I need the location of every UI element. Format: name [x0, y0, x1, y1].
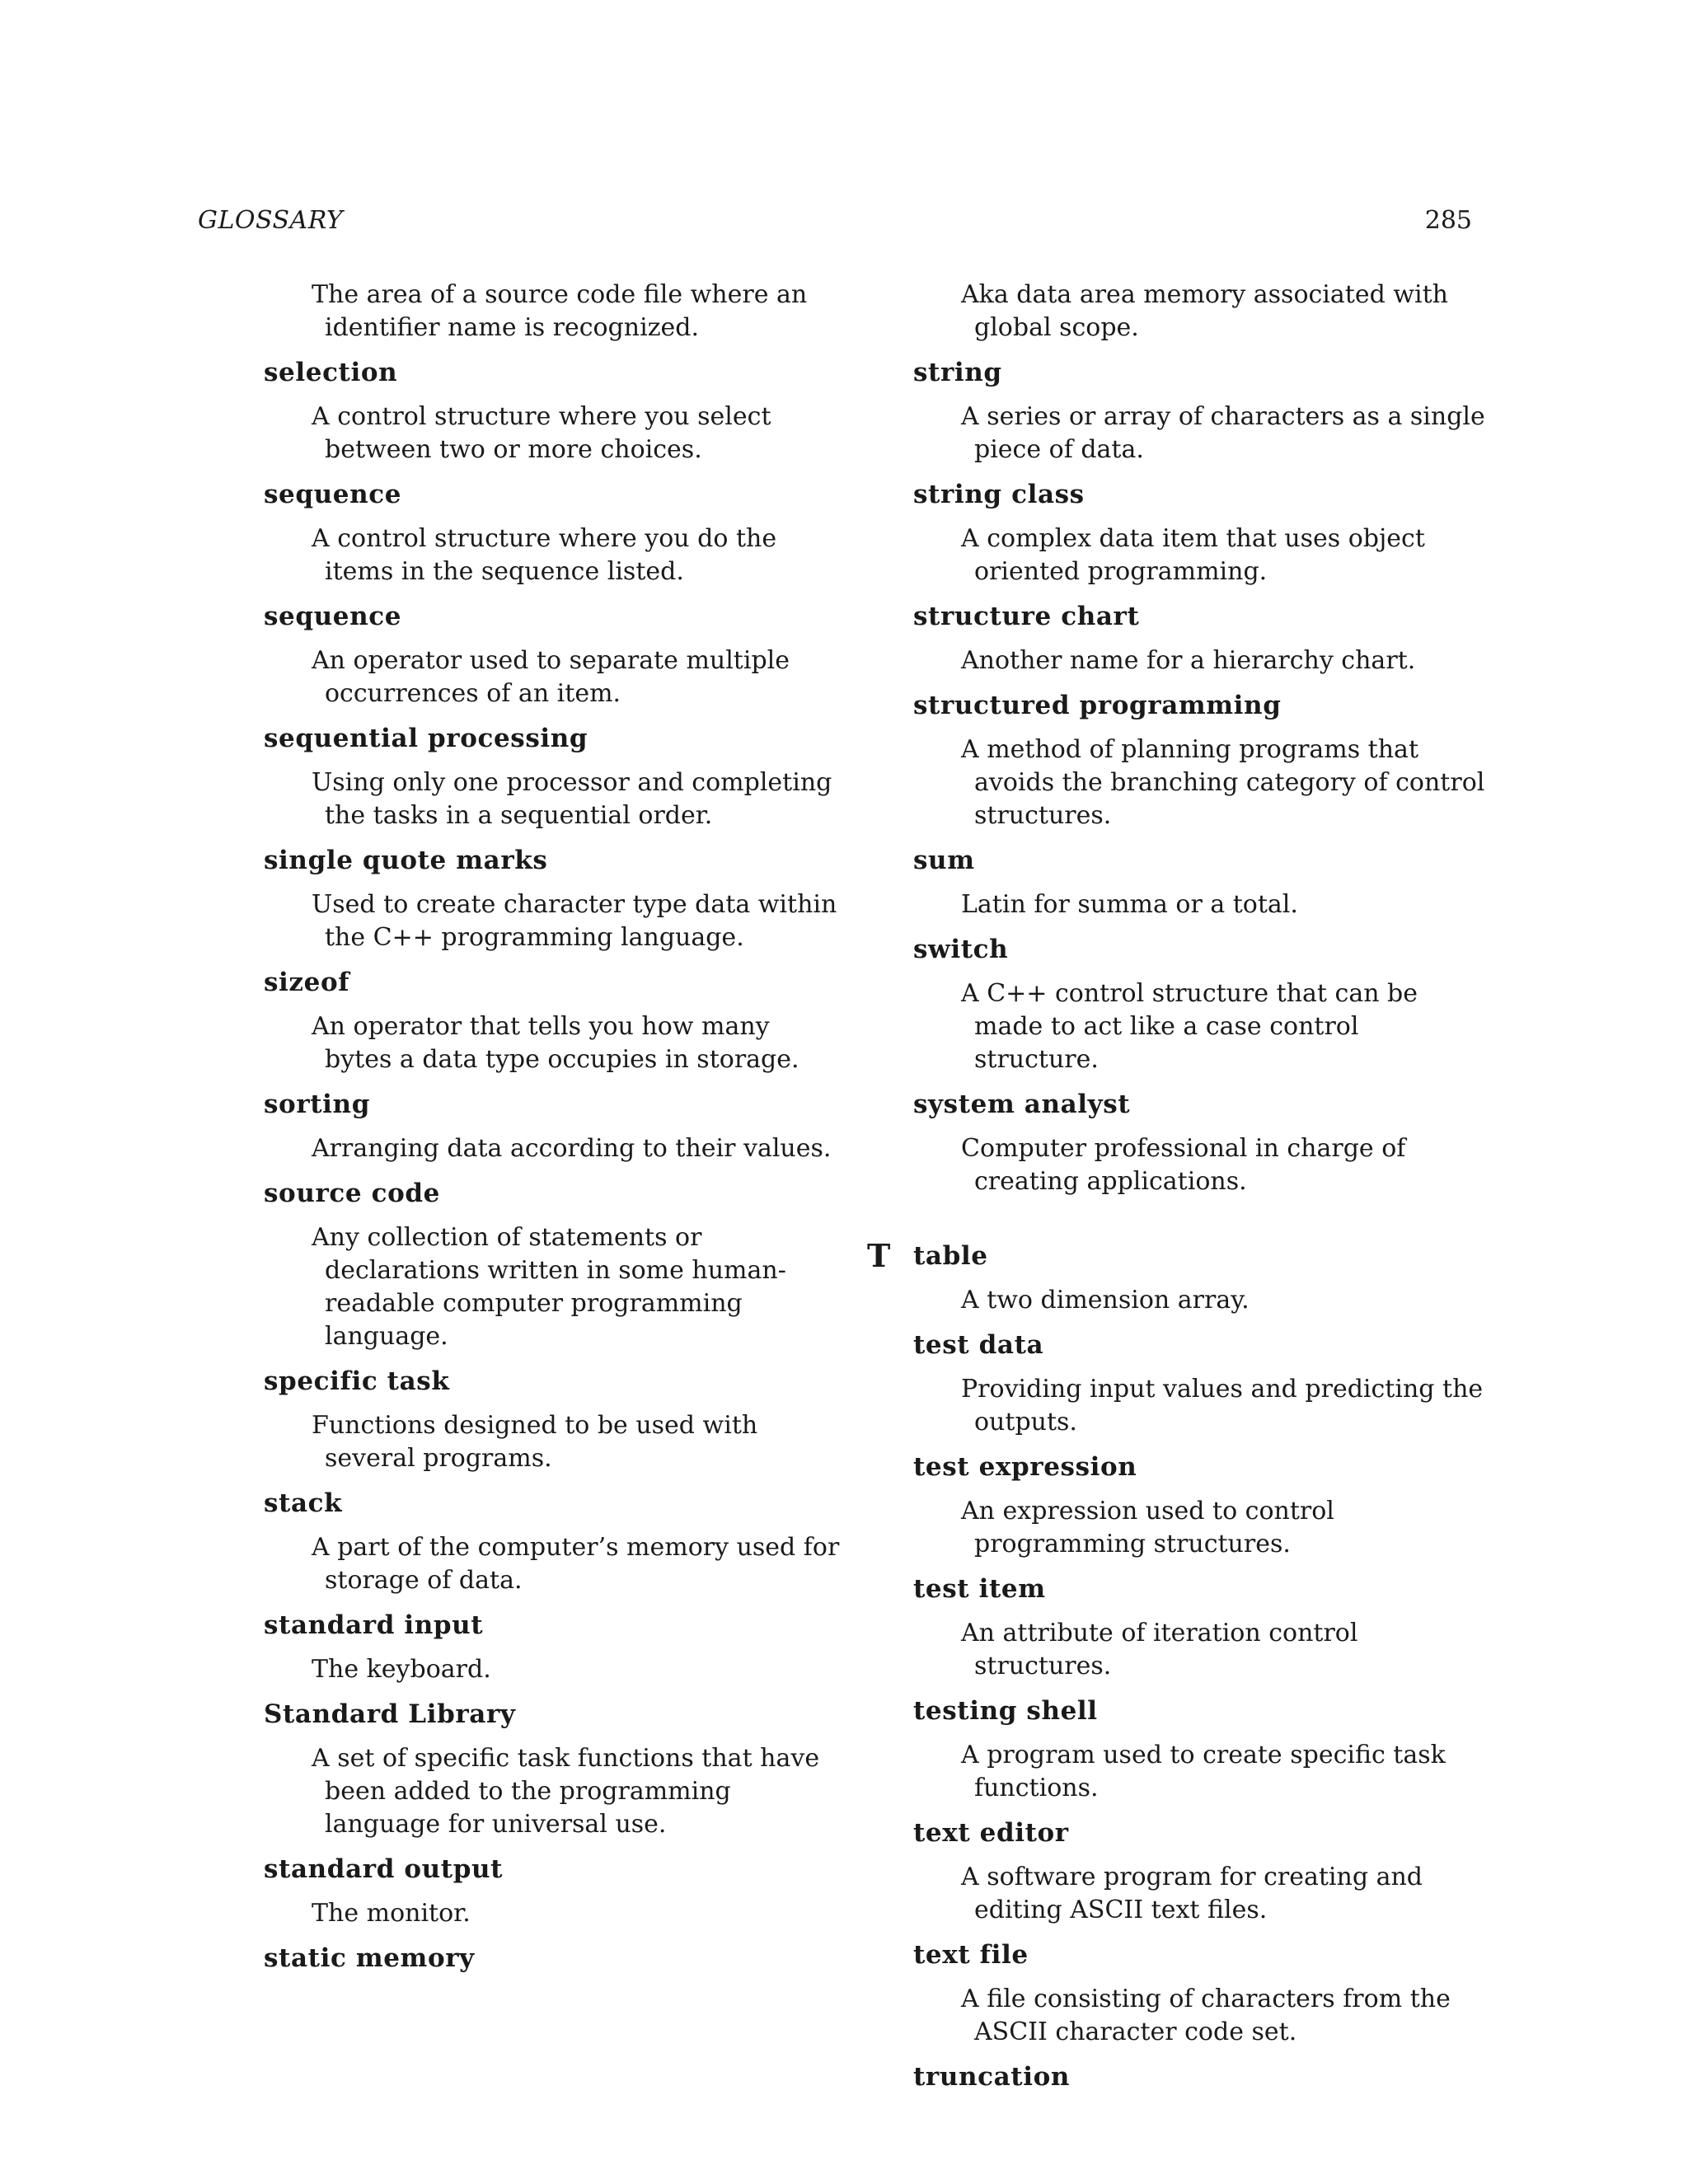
- glossary-term: sequence: [264, 602, 402, 631]
- glossary-term: string class: [913, 480, 1085, 509]
- glossary-definition: Providing input values and predicting the outputs.: [961, 1375, 1484, 1436]
- glossary-term: standard output: [264, 1854, 504, 1884]
- glossary-term: source code: [264, 1179, 440, 1208]
- glossary-term: test data: [913, 1330, 1044, 1360]
- section-t: [867, 1237, 1490, 2093]
- glossary-entry: [913, 2060, 1490, 2093]
- glossary-term: text file: [913, 1940, 1029, 1970]
- glossary-entry: [264, 356, 841, 466]
- glossary-definition: Computer professional in charge of creating applications.: [961, 1134, 1406, 1196]
- glossary-term: string: [913, 358, 1002, 387]
- glossary-entry: [264, 1853, 841, 1930]
- glossary-entry: [913, 689, 1490, 832]
- glossary-definition: A control structure where you select between two or more choices.: [312, 402, 771, 464]
- left-entries: [264, 356, 841, 1975]
- glossary-entry: [913, 600, 1490, 677]
- glossary-term: testing shell: [913, 1696, 1098, 1726]
- glossary-definition: An attribute of iteration control structures.: [961, 1619, 1358, 1680]
- glossary-term: system analyst: [913, 1090, 1131, 1119]
- glossary-definition: Latin for summa or a total.: [961, 890, 1298, 919]
- glossary-entry: [913, 1694, 1490, 1805]
- right-entries: [913, 356, 1490, 1198]
- glossary-entry: [913, 1329, 1490, 1439]
- glossary-definition: The keyboard.: [312, 1655, 491, 1684]
- glossary-definition: A series or array of characters as a single piece of data.: [961, 402, 1485, 464]
- glossary-definition: A method of planning programs that avoids the branching category of control structures.: [961, 735, 1485, 830]
- glossary-term: table: [913, 1241, 988, 1271]
- glossary-entry: [913, 356, 1490, 466]
- page-number: 285: [1424, 206, 1472, 235]
- glossary-term: test expression: [913, 1452, 1137, 1482]
- glossary-definition: An operator that tells you how many bytes a data type occupies in storage.: [312, 1012, 799, 1074]
- glossary-definition: Arranging data according to their values.: [312, 1134, 832, 1163]
- section-t-entries: [913, 1240, 1490, 2093]
- glossary-entry: [264, 1698, 841, 1841]
- section-letter: T: [867, 1237, 891, 1274]
- glossary-definition: A two dimension array.: [961, 1286, 1250, 1315]
- glossary-entry: [264, 844, 841, 954]
- glossary-definition: A control structure where you do the items in the sequence listed.: [312, 524, 777, 586]
- glossary-entry: [913, 1088, 1490, 1198]
- glossary-entry: [264, 966, 841, 1076]
- glossary-term: specific task: [264, 1366, 450, 1396]
- glossary-definition: A set of specific task functions that have been added to the programming language for universal use.: [312, 1744, 820, 1839]
- glossary-entry: [264, 600, 841, 710]
- section-gap: [913, 1210, 1490, 1240]
- glossary-entry: [913, 1240, 1490, 1317]
- glossary-definition: Any collection of statements or declarations written in some human-readable computer programming language.: [312, 1223, 786, 1351]
- glossary-definition: An operator used to separate multiple occurrences of an item.: [312, 646, 790, 708]
- glossary-term: test item: [913, 1574, 1046, 1604]
- glossary-entry: [913, 844, 1490, 921]
- lead-definition: Aka data area memory associated with global scope.: [961, 280, 1448, 342]
- running-head: [198, 203, 1472, 239]
- glossary-definition: An expression used to control programming structures.: [961, 1497, 1334, 1558]
- glossary-entry: [264, 1609, 841, 1686]
- glossary-term: sorting: [264, 1090, 370, 1119]
- glossary-definition: Used to create character type data within the C++ programming language.: [312, 890, 837, 952]
- glossary-entry: [264, 1942, 841, 1975]
- glossary-term: sum: [913, 846, 975, 875]
- glossary-definition: A part of the computer’s memory used for storage of data.: [312, 1533, 840, 1595]
- glossary-term: text editor: [913, 1818, 1069, 1848]
- glossary-term: Standard Library: [264, 1699, 516, 1729]
- glossary-definition: Functions designed to be used with several programs.: [312, 1411, 758, 1473]
- glossary-definition: A complex data item that uses object oriented programming.: [961, 524, 1425, 586]
- lead-definition: The area of a source code file where an identifier name is recognized.: [312, 280, 808, 342]
- glossary-entry: [264, 1487, 841, 1597]
- glossary-entry: [913, 1816, 1490, 1927]
- glossary-entry: [264, 1365, 841, 1475]
- glossary-term: single quote marks: [264, 846, 548, 875]
- glossary-definition: Using only one processor and completing the tasks in a sequential order.: [312, 768, 832, 830]
- glossary-entry: [264, 722, 841, 832]
- glossary-entry: [264, 1177, 841, 1353]
- glossary-definition: The monitor.: [312, 1899, 471, 1928]
- running-title: GLOSSARY: [198, 206, 344, 235]
- glossary-term: standard input: [264, 1610, 484, 1640]
- glossary-term: structure chart: [913, 602, 1140, 631]
- glossary-entry: [913, 933, 1490, 1076]
- glossary-term: switch: [913, 935, 1009, 964]
- glossary-entry: [913, 1451, 1490, 1561]
- glossary-entry: [264, 1088, 841, 1165]
- glossary-entry: [913, 478, 1490, 588]
- glossary-term: static memory: [264, 1943, 475, 1973]
- glossary-definition: A file consisting of characters from the ASCII character code set.: [961, 1985, 1451, 2046]
- right-column: [867, 279, 1490, 2093]
- glossary-term: stack: [264, 1488, 343, 1518]
- left-column: [264, 279, 841, 1975]
- glossary-entry: [913, 1938, 1490, 2049]
- glossary-entry: [264, 478, 841, 588]
- glossary-term: sequential processing: [264, 724, 588, 753]
- glossary-entry: [913, 1572, 1490, 1683]
- glossary-term: truncation: [913, 2062, 1071, 2092]
- glossary-term: structured programming: [913, 691, 1282, 720]
- glossary-definition: A C++ control structure that can be made to act like a case control structure.: [961, 979, 1418, 1074]
- glossary-definition: A software program for creating and editing ASCII text files.: [961, 1863, 1423, 1924]
- glossary-term: selection: [264, 358, 398, 387]
- glossary-definition: A program used to create specific task functions.: [961, 1741, 1446, 1802]
- glossary-term: sizeof: [264, 968, 350, 997]
- glossary-term: sequence: [264, 480, 402, 509]
- glossary-definition: Another name for a hierarchy chart.: [961, 646, 1416, 675]
